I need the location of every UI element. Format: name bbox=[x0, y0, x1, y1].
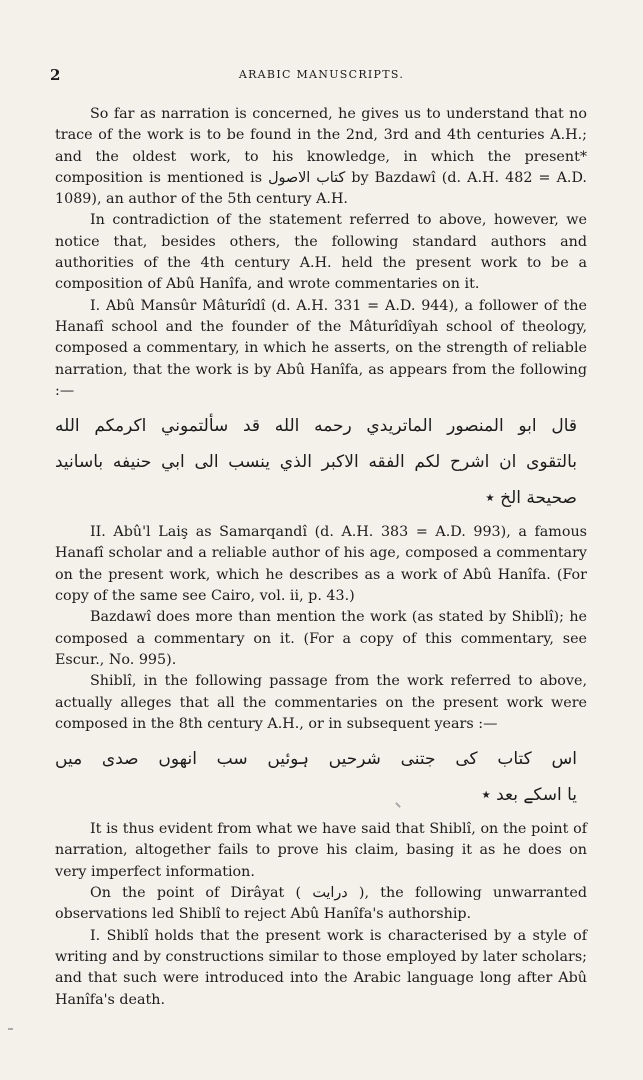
page-body bbox=[55, 104, 587, 1011]
paragraph-style-claim: I. Shiblî holds that the present work is characterised by a style of writing and by constructions similar to those employed by later scholars; and that such were introduced into the Arabic language long after Abû Hanîfa's death. bbox=[55, 927, 587, 1008]
paragraph-bazdawi: Bazdawî does more than mention the work (as stated by Shiblî); he composed a commentary on it. (For a copy of this commentary, see Escur., No. 995). bbox=[55, 609, 587, 668]
arabic-quote-line: قال ابو المنصور الماتريدي رحمه الله قد سألتموني اكرمكم الله bbox=[55, 416, 577, 437]
paragraph-samarqandi: II. Abû'l Laiş as Samarqandî (d. A.H. 383 = A.D. 993), a famous Hanafî scholar and a reliable author of his age, composed a commentary on the present work, which he describes as a work of Abû Hanîfa. (For copy of the same see Cairo, vol. ii, p. 43.) bbox=[55, 524, 587, 605]
page-header bbox=[50, 66, 593, 86]
arabic-quote-maturidi bbox=[55, 408, 577, 516]
urdu-quote-line: یا اسکے بعد ٭ bbox=[481, 785, 577, 806]
paragraph-maturidi: I. Abû Mansûr Mâturîdî (d. A.H. 331 = A.D. 944), a follower of the Hanafî school and the founder of the Mâturîdîyah school of theology, composed a commentary, in which he asserts, on the strength of reliable narration, that the work is by Abû Hanîfa, as appears from the following :— bbox=[55, 297, 587, 399]
paragraph-evident: It is thus evident from what we have said that Shiblî, on the point of narration, altogether fails to prove his claim, basing it as he does on very imperfect information. bbox=[55, 821, 587, 880]
paragraph-dirayat: On the point of Dirâyat ( درایت ), the following unwarranted observations led Shiblî to reject Abû Hanîfa's authorship. bbox=[55, 885, 587, 923]
paragraph-narration: So far as narration is concerned, he gives us to understand that no trace of the work is to be found in the 2nd, 3rd and 4th centuries A.H.; and the oldest work, to his knowledge, in which the present* composition is mentioned is كتاب الاصول by Bazdawî (d. A.H. 482 = A.D. 1089), an author of the 5th century A.H. bbox=[55, 106, 587, 208]
running-head: ARABIC MANUSCRIPTS. bbox=[238, 68, 405, 81]
paper-speck bbox=[8, 1028, 13, 1030]
arabic-quote-line: صحيحة الخ ٭ bbox=[485, 488, 577, 509]
urdu-quote-shibli bbox=[55, 741, 577, 813]
page-number: 2 bbox=[50, 66, 61, 84]
paragraph-shibli-passage: Shiblî, in the following passage from the work referred to above, actually alleges that all the commentaries on the present work were composed in the 8th century A.H., or in subsequent years :— bbox=[55, 673, 587, 732]
arabic-quote-line: بالتقوى ان اشرح لكم الفقه الاكبر الذي ينسب الى ابي حنيفه باسانيد bbox=[55, 452, 577, 473]
paragraph-contradiction: In contradiction of the statement referred to above, however, we notice that, besides others, the following standard authors and authorities of the 4th century A.H. held the present work to be a composition of Abû Hanîfa, and wrote commentaries on it. bbox=[55, 212, 587, 293]
urdu-quote-line: اس کتاب کی جتنی شرحیں ہوئیں سب انھوں صدی میں bbox=[55, 749, 577, 770]
